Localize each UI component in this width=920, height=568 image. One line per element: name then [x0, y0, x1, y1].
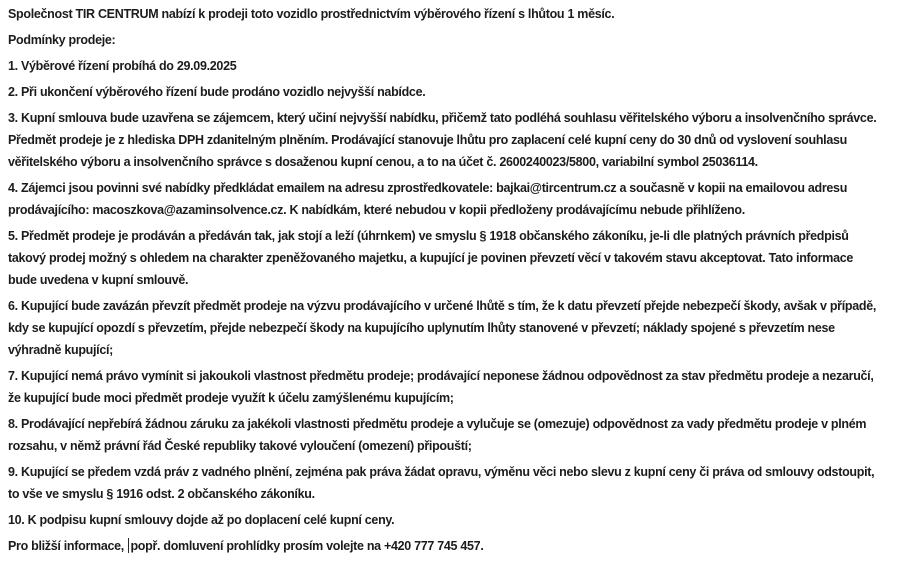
- text-line: 6. Kupující bude zavázán převzít předmět prodeje na výzvu prodávajícího v určené lhůtě s tím, že k datu převzetí přejde nebezpečí škody, avšak v případě,: [8, 299, 877, 313]
- term-2: [8, 81, 916, 103]
- text-line: že kupující bude moci předmět prodeje využít k účelu zamýšlenému kupujícím;: [8, 391, 454, 405]
- term-10: [8, 509, 916, 531]
- terms-paragraphs: [8, 3, 916, 531]
- term-4: [8, 177, 916, 221]
- closing-text-before-cursor: Pro bližší informace,: [8, 539, 124, 553]
- text-line: 7. Kupující nemá právo vymínit si jakoukoli vlastnost předmětu prodeje; prodávající neponese žádnou odpovědnost za stav předmětu prodeje a nezaručí,: [8, 369, 874, 383]
- text-line: bude uvedena v kupní smlouvě.: [8, 273, 189, 287]
- term-3: [8, 107, 916, 173]
- term-7: [8, 365, 916, 409]
- term-6: [8, 295, 916, 361]
- closing-line: [8, 535, 916, 557]
- text-line: věřitelského výboru a insolvenčního správce s dosaženou kupní cenou, a to na účet č. 2600240023/5800, variabilní symbol 25036114.: [8, 155, 758, 169]
- text-line: Předmět prodeje je z hlediska DPH zdanitelným plněním. Prodávající stanovuje lhůtu pro zaplacení celé kupní ceny do 30 dnů od vyslovení souhlasu: [8, 133, 847, 147]
- text-line: 8. Prodávající nepřebírá žádnou záruku za jakékoli vlastnosti předmětu prodeje a vylučuje se (omezuje) odpovědnost za vady předmětu prodeje v plném: [8, 417, 867, 431]
- term-5: [8, 225, 916, 291]
- text-line: rozsahu, v němž právní řád České republiky takové vyloučení (omezení) připouští;: [8, 439, 472, 453]
- text-line: 1. Výběrové řízení probíhá do 29.09.2025: [8, 59, 237, 73]
- text-line: 2. Při ukončení výběrového řízení bude prodáno vozidlo nejvyšší nabídce.: [8, 85, 426, 99]
- term-8: [8, 413, 916, 457]
- text-line: 4. Zájemci jsou povinni své nabídky předkládat emailem na adresu zprostředkovatele: bajkai@tircentrum.cz a současně v kopii na emailovou adresu: [8, 181, 848, 195]
- text-line: 9. Kupující se předem vzdá práv z vadného plnění, zejména pak práva žádat opravu, výměnu věci nebo slevu z kupní ceny či práva od smlouvy odstoupit,: [8, 465, 875, 479]
- text-line: takový prodej možný s ohledem na charakter zpeněžovaného majetku, a kupující je povinen převzetí věcí v takovém stavu akceptovat. Tato informace: [8, 251, 854, 265]
- closing-text-after-cursor: popř. domluvení prohlídky prosím volejte na +420 777 745 457.: [130, 539, 484, 553]
- intro-paragraph: [8, 3, 916, 25]
- text-line: 5. Předmět prodeje je prodáván a předáván tak, jak stojí a leží (úhrnkem) ve smyslu § 1918 občanského zákoníku, je-li dle platných právních předpisů: [8, 229, 849, 243]
- text-line: to vše ve smyslu § 1916 odst. 2 občanského zákoníku.: [8, 487, 315, 501]
- text-line: 10. K podpisu kupní smlouvy dojde až po doplacení celé kupní ceny.: [8, 513, 395, 527]
- text-line: Podmínky prodeje:: [8, 33, 116, 47]
- text-line: prodávajícího: macoszkova@azaminsolvence.cz. K nabídkám, které nebudou v kopii předloženy prodávajícímu nebude přihlíženo.: [8, 203, 745, 217]
- term-9: [8, 461, 916, 505]
- term-1: [8, 55, 916, 77]
- text-line: 3. Kupní smlouva bude uzavřena se zájemcem, který učiní nejvyšší nabídku, přičemž tato podléhá souhlasu věřitelského výboru a insolvenčního správce.: [8, 111, 877, 125]
- text-line: výhradně kupující;: [8, 343, 114, 357]
- text-line: Společnost TIR CENTRUM nabízí k prodeji toto vozidlo prostřednictvím výběrového řízení s lhůtou 1 měsíc.: [8, 7, 615, 21]
- text-line: kdy se kupující opozdí s převzetím, přejde nebezpečí škody na kupujícího uplynutím lhůty stanovené v převzetí; náklady spojené s převzetím nese: [8, 321, 835, 335]
- conditions-heading: [8, 29, 916, 51]
